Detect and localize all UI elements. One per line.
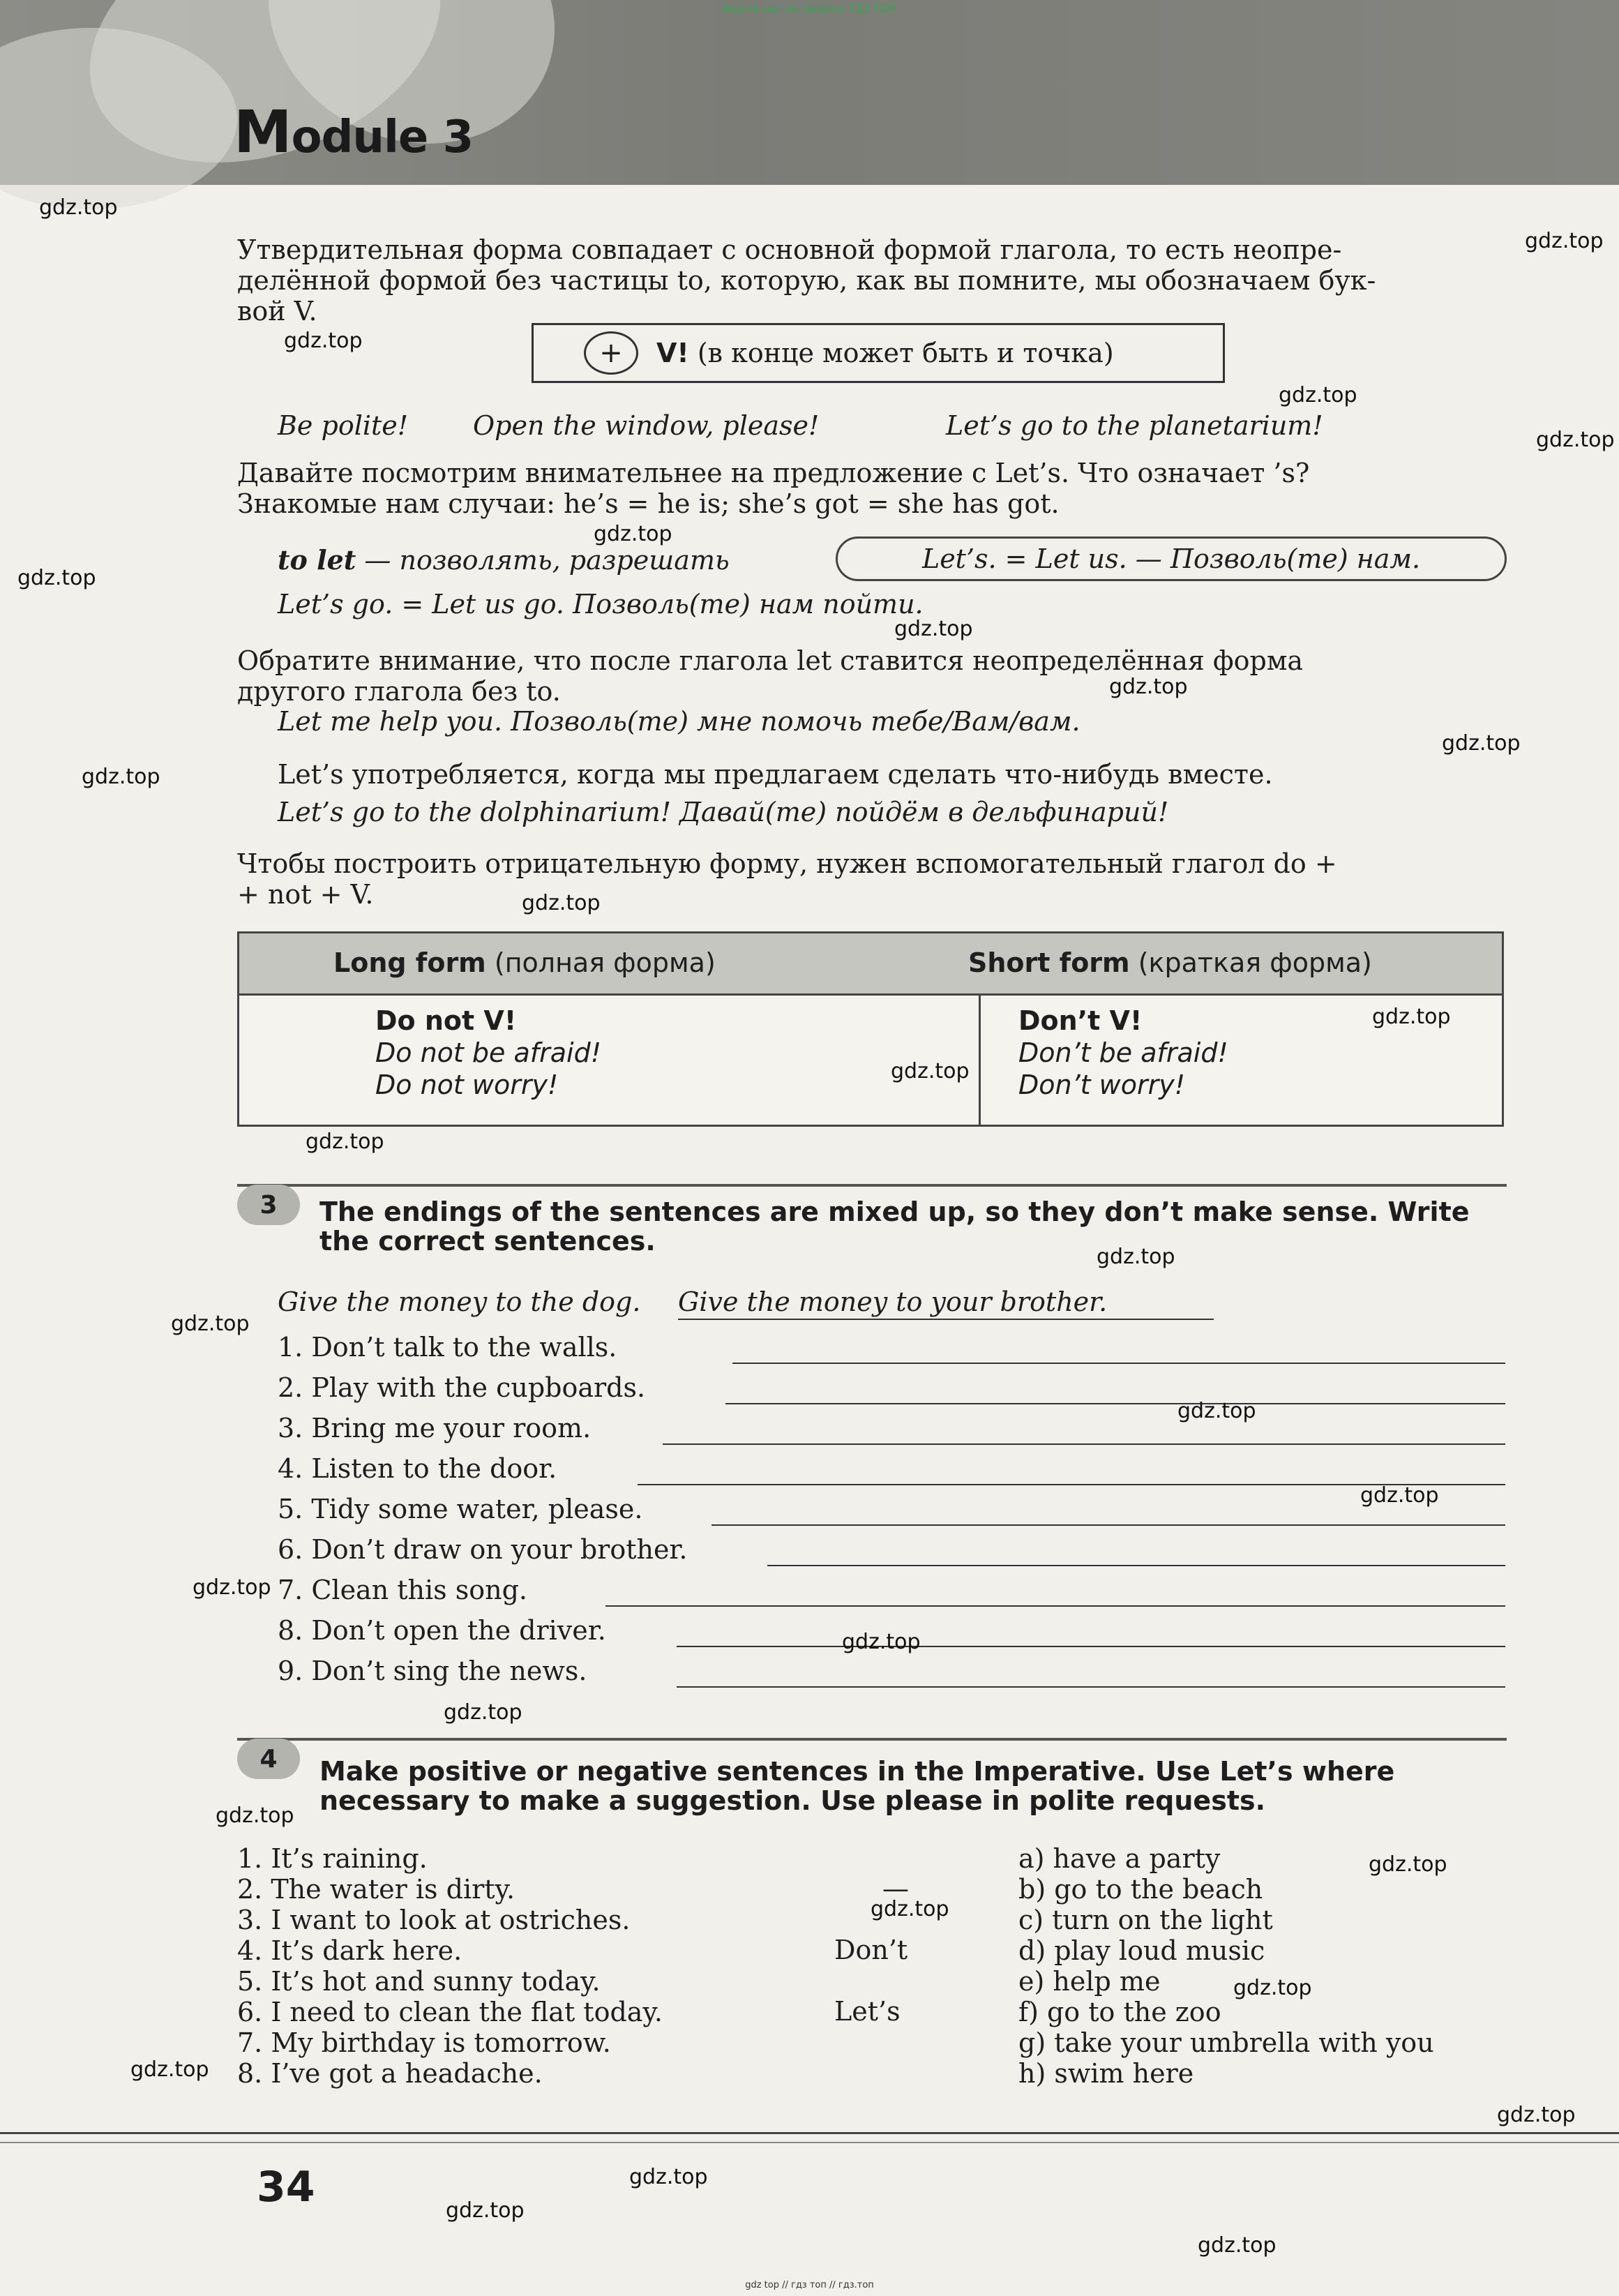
long-form-cell: Do not V! Do not be afraid! Do not worry! xyxy=(375,1005,601,1100)
watermark: gdz.top xyxy=(1279,383,1357,407)
watermark: gdz.top xyxy=(284,329,363,353)
short-form-header: Short form (краткая форма) xyxy=(968,947,1372,978)
option-dash: — xyxy=(882,1873,909,1904)
watermark: gdz.top xyxy=(444,1700,522,1725)
watermark: gdz.top xyxy=(891,1059,970,1083)
task4-rule xyxy=(237,1738,1507,1741)
watermark: gdz.top xyxy=(871,1897,949,1921)
lets-go-example: Let’s go. = Let us go. Позволь(те) нам пойти. xyxy=(278,589,924,620)
page-number: 34 xyxy=(257,2163,315,2212)
watermark: gdz.top xyxy=(1442,731,1521,756)
negative-form-table xyxy=(237,931,1504,1127)
task3-instruction: The endings of the sentences are mixed up, so they don’t make sense. Write the correct sentences. xyxy=(319,1196,1470,1256)
watermark: gdz.top xyxy=(39,195,118,220)
to-let-definition: to let — позволять, разрешать xyxy=(278,544,730,576)
watermark: gdz.top xyxy=(1525,229,1604,253)
bottom-note: gdz top // гдз топ // гдз.топ xyxy=(745,2280,874,2290)
watermark: gdz.top xyxy=(130,2057,209,2082)
watermark: gdz.top xyxy=(193,1575,271,1600)
watermark: gdz.top xyxy=(522,891,601,915)
task3-rule xyxy=(237,1184,1507,1187)
list-item: a) have a party xyxy=(1018,1843,1221,1874)
task4-instruction: Make positive or negative sentences in the Imperative. Use Let’s where necessary to make a suggestion. Use please in polite requests. xyxy=(319,1756,1395,1816)
answer-line[interactable] xyxy=(605,1605,1505,1607)
list-item: 2. Play with the cupboards. xyxy=(278,1368,1505,1409)
lets-us-box: Let’s. = Let us. — Позволь(те) нам. xyxy=(836,537,1507,581)
list-item: 2. The water is dirty. xyxy=(237,1874,515,1905)
example-planetarium: Let’s go to the planetarium! xyxy=(946,410,1323,441)
intro-paragraph-4: Let’s употребляется, когда мы предлагаем сделать что-нибудь вместе. xyxy=(278,759,1273,790)
long-form-header: Long form (полная форма) xyxy=(333,947,716,978)
let-me-example: Let me help you. Позволь(те) мне помочь тебе/Вам/вам. xyxy=(278,706,1080,737)
top-note: Ищите нас по запросу ГДЗ ТОП xyxy=(723,3,896,15)
watermark: gdz.top xyxy=(216,1803,294,1828)
footer-rule xyxy=(0,2132,1619,2134)
watermark: gdz.top xyxy=(842,1630,921,1654)
list-item: 5. Tidy some water, please. xyxy=(278,1490,1505,1530)
short-form-cell: Don’t V! Don’t be afraid! Don’t worry! xyxy=(1018,1005,1228,1100)
watermark: gdz.top xyxy=(1536,428,1615,452)
list-item: 3. I want to look at ostriches. xyxy=(237,1905,631,1935)
list-item: 8. Don’t open the driver. xyxy=(278,1611,1505,1651)
dolphinarium-example: Let’s go to the dolphinarium! Давай(те) пойдём в дельфинарий! xyxy=(278,797,1169,827)
list-item: 4. Listen to the door. xyxy=(278,1449,1505,1490)
watermark: gdz.top xyxy=(1360,1483,1439,1508)
answer-line[interactable] xyxy=(725,1403,1505,1404)
example-open-window: Open the window, please! xyxy=(473,410,820,441)
watermark: gdz.top xyxy=(1198,2233,1277,2258)
watermark: gdz.top xyxy=(1097,1245,1175,1269)
watermark: gdz.top xyxy=(446,2198,525,2223)
watermark: gdz.top xyxy=(894,617,973,641)
list-item: d) play loud music xyxy=(1018,1935,1265,1966)
list-item: 8. I’ve got a headache. xyxy=(237,2058,543,2089)
option-dont: Don’t xyxy=(834,1935,908,1965)
list-item: f) go to the zoo xyxy=(1018,1997,1221,2027)
watermark: gdz.top xyxy=(1372,1005,1451,1029)
intro-paragraph-2: Давайте посмотрим внимательнее на предложение с Let’s. Что означает ’s? Знакомые нам случаи: he’s = he is; she’s got = she has got. xyxy=(237,458,1310,519)
list-item: h) swim here xyxy=(1018,2058,1194,2089)
watermark: gdz.top xyxy=(17,566,96,590)
watermark: gdz.top xyxy=(1109,675,1188,699)
watermark: gdz.top xyxy=(1369,1852,1447,1877)
plus-sign-icon: + xyxy=(584,331,638,375)
list-item: 7. Clean this song. xyxy=(278,1570,1505,1611)
list-item: e) help me xyxy=(1018,1966,1161,1997)
answer-line[interactable] xyxy=(677,1686,1505,1688)
intro-paragraph-3: Обратите внимание, что после глагола let ставится неопределённая форма другого глагола без to. xyxy=(237,645,1304,707)
watermark: gdz.top xyxy=(1497,2103,1576,2127)
task3-example-wrong: Give the money to the dog. xyxy=(278,1286,641,1317)
intro-paragraph-1: Утвердительная форма совпадает с основной формой глагола, то есть неопре- делённой формой без частицы to, которую, как вы помните, мы обозначаем бук- вой V. xyxy=(237,234,1376,327)
list-item: 4. It’s dark here. xyxy=(237,1935,462,1966)
answer-line[interactable] xyxy=(663,1443,1505,1445)
answer-line[interactable] xyxy=(732,1363,1505,1364)
watermark: gdz.top xyxy=(1177,1399,1256,1423)
list-item: 6. I need to clean the flat today. xyxy=(237,1997,663,2027)
list-item: g) take your umbrella with you xyxy=(1018,2027,1434,2058)
answer-line[interactable] xyxy=(677,1646,1505,1647)
task4-phrases xyxy=(1018,1843,1434,2089)
option-lets: Let’s xyxy=(834,1996,901,2027)
list-item: 1. Don’t talk to the walls. xyxy=(278,1328,1505,1368)
table-header xyxy=(239,933,1502,996)
watermark: gdz.top xyxy=(306,1130,384,1154)
task4-situations xyxy=(237,1843,663,2089)
watermark: gdz.top xyxy=(1233,1976,1312,2000)
answer-line[interactable] xyxy=(711,1524,1505,1526)
watermark: gdz.top xyxy=(629,2165,708,2189)
list-item: 3. Bring me your room. xyxy=(278,1409,1505,1449)
list-item: 5. It’s hot and sunny today. xyxy=(237,1966,601,1997)
task3-example-right: Give the money to your brother. xyxy=(678,1286,1108,1317)
list-item: b) go to the beach xyxy=(1018,1874,1263,1905)
watermark: gdz.top xyxy=(82,765,160,789)
list-item: 6. Don’t draw on your brother. xyxy=(278,1530,1505,1570)
intro-paragraph-5: Чтобы построить отрицательную форму, нужен вспомогательный глагол do + + not + V. xyxy=(237,848,1337,910)
affirmative-rule-box: + V! (в конце может быть и точка) xyxy=(532,323,1225,383)
list-item: c) turn on the light xyxy=(1018,1905,1273,1935)
list-item: 7. My birthday is tomorrow. xyxy=(237,2027,611,2058)
watermark: gdz.top xyxy=(171,1312,250,1336)
watermark: gdz.top xyxy=(594,522,672,546)
task4-number: 4 xyxy=(237,1739,300,1779)
module-title: Module 3 xyxy=(234,98,474,166)
list-item: 1. It’s raining. xyxy=(237,1843,428,1874)
footer-rule-thin xyxy=(0,2142,1619,2143)
task3-number: 3 xyxy=(237,1185,300,1225)
list-item: 9. Don’t sing the news. xyxy=(278,1651,1505,1692)
answer-line[interactable] xyxy=(767,1565,1505,1566)
example-be-polite: Be polite! xyxy=(278,410,409,441)
